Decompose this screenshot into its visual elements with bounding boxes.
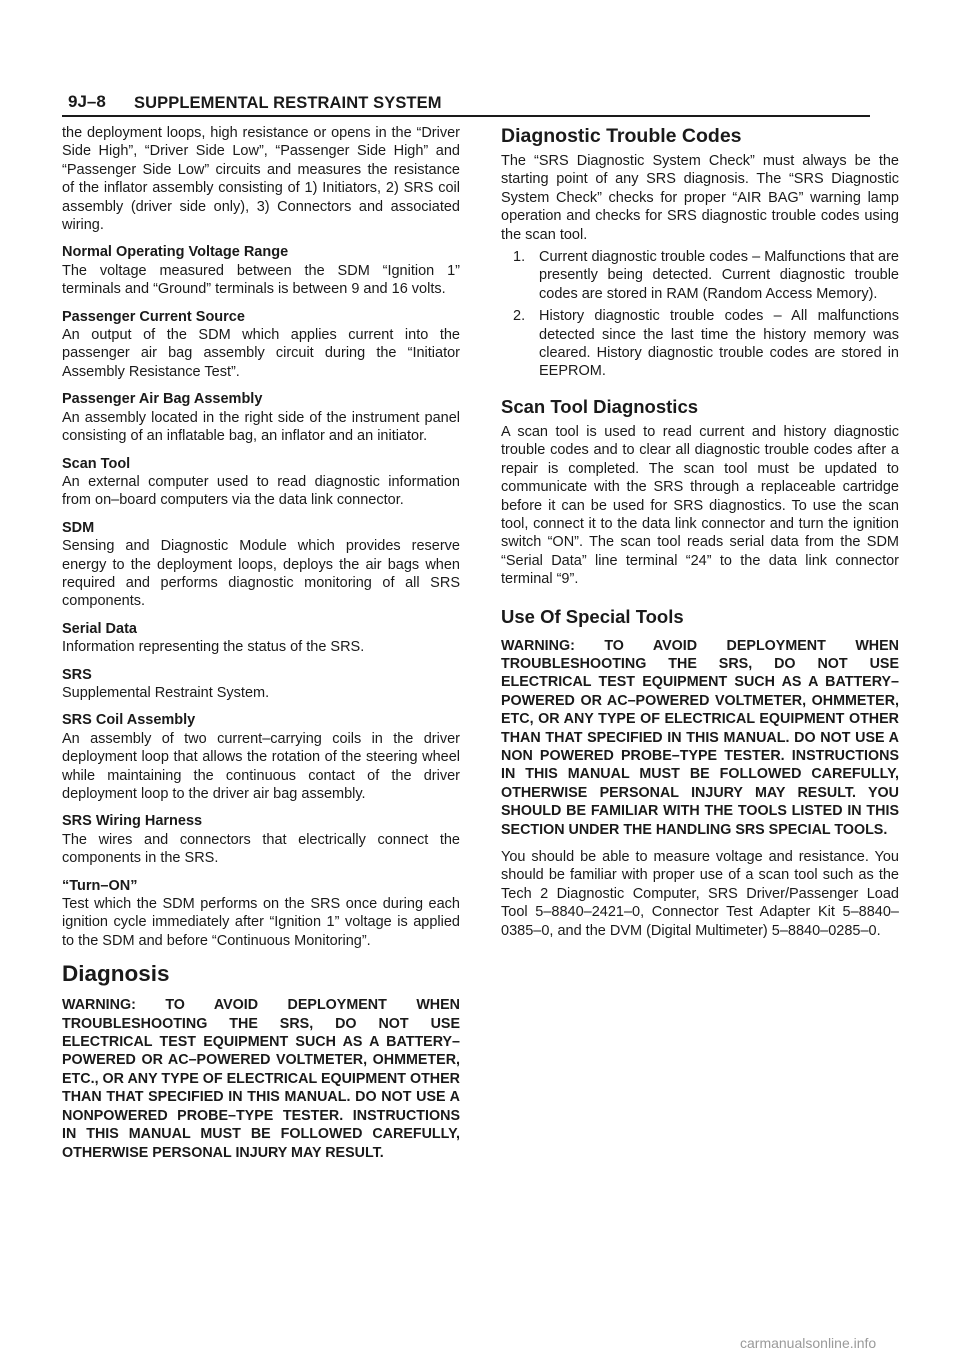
definition-body: An output of the SDM which applies current into the passenger air bag assembly circuit during the “Initiator Assembly Resistance Test”.	[62, 327, 460, 380]
diagnosis-warning: WARNING: TO AVOID DEPLOYMENT WHEN TROUBLESHOOTING THE SRS, DO NOT USE ELECTRICAL TEST EQUIPMENT SUCH AS A BATTERY–POWERED OR AC–POWERED VOLTMETER, OHMMETER, ETC., OR ANY TYPE OF ELECTRICAL EQUIPMENT OTHER THAN THAT SPECIFIED IN THIS MANUAL. DO NOT USE A NONPOWERED PROBE–TYPE TESTER. INSTRUCTIONS IN THIS MANUAL MUST BE FOLLOWED CAREFULLY, OTHERWISE PERSONAL INJURY MAY RESULT.	[62, 997, 460, 1161]
header-rule	[62, 115, 870, 117]
dtc-intro: The “SRS Diagnostic System Check” must always be the starting point of any SRS diagnosis. The “SRS Diagnostic System Check” checks for proper “AIR BAG” warning lamp operation and checks for SRS diagnostic trouble codes using the scan tool.	[501, 153, 899, 243]
definition-term: Passenger Air Bag Assembly	[62, 391, 263, 408]
definition	[62, 390, 460, 445]
definition	[62, 877, 460, 951]
list-number: 2.	[513, 308, 526, 325]
diagnosis-heading: Diagnosis	[62, 961, 170, 987]
definition-term: “Turn–ON”	[62, 877, 138, 894]
dtc-heading: Diagnostic Trouble Codes	[501, 125, 742, 147]
definition-term: Normal Operating Voltage Range	[62, 244, 289, 261]
special-tools-body: You should be able to measure voltage and resistance. You should be familiar with proper use of a scan tool such as the Tech 2 Diagnostic Computer, SRS Driver/Passenger Load Tool 5–8840–2421–0, Connector Test Adapter Kit 5–8840–0385–0, and the DVM (Digital Multimeter) 5–8840–0285–0.	[501, 849, 899, 939]
definition-body: Sensing and Diagnostic Module which provides reserve energy to the deployment loops, deploys the air bags when required and performs diagnostic monitoring of all SRS components.	[62, 538, 460, 610]
scan-tool-heading: Scan Tool Diagnostics	[501, 395, 699, 417]
definition	[62, 711, 460, 803]
special-tools-warning: WARNING: TO AVOID DEPLOYMENT WHEN TROUBLESHOOTING THE SRS, DO NOT USE ELECTRICAL TEST EQUIPMENT SUCH AS A BATTERY–POWERED OR AC–POWERED VOLTMETER, OHMMETER, ETC, OR ANY TYPE OF ELECTRICAL EQUIPMENT OTHER THAN THAT SPECIFIED IN THIS MANUAL. DO NOT USE A NON POWERED PROBE–TYPE TESTER. INSTRUCTIONS IN THIS MANUAL MUST BE FOLLOWED CAREFULLY, OTHERWISE PERSONAL INJURY MAY RESULT. YOU SHOULD BE FAMILIAR WITH THE TOOLS LISTED IN THIS SECTION UNDER THE HANDLING SRS SPECIAL TOOLS.	[501, 637, 899, 838]
right-column	[501, 124, 899, 940]
definition	[62, 812, 460, 867]
definition-body: Supplemental Restraint System.	[62, 684, 270, 701]
definition	[62, 519, 460, 611]
running-title: SUPPLEMENTAL RESTRAINT SYSTEM	[134, 94, 442, 112]
watermark: carmanualsonline.info	[740, 1335, 877, 1351]
definition-body: Information representing the status of the SRS.	[62, 639, 365, 656]
list-item	[501, 307, 899, 381]
list-text: History diagnostic trouble codes – All malfunctions detected since the last time the history memory was cleared. History diagnostic trouble codes are stored in EEPROM.	[539, 308, 899, 380]
list-number: 1.	[513, 249, 526, 266]
definition	[62, 308, 460, 382]
definition-term: SDM	[62, 519, 95, 536]
list-item	[501, 248, 899, 303]
definition-body: Test which the SDM performs on the SRS once during each ignition cycle immediately after “Ignition 1” voltage is applied to the SDM and before “Continuous Monitoring”.	[62, 896, 460, 949]
definition-term: SRS Wiring Harness	[62, 813, 203, 830]
definition	[62, 666, 460, 703]
definition-body: An assembly located in the right side of the instrument panel consisting of an inflatable bag, an inflator and an initiator.	[62, 409, 460, 445]
definition-body: The wires and connectors that electrically connect the components in the SRS.	[62, 831, 460, 867]
intro-paragraph: the deployment loops, high resistance or opens in the “Driver Side High”, “Driver Side Low”, “Passenger Side High” and “Passenger Side Low” circuits and measures the resistance of the inflator assembly consisting of 1) Initiators, 2) SRS coil assembly (driver side only), 3) Connectors and associated wiring.	[62, 125, 460, 234]
definition-term: Scan Tool	[62, 455, 131, 472]
page-header	[62, 88, 870, 116]
definition	[62, 243, 460, 298]
definition-body: An assembly of two current–carrying coils in the driver deployment loop that allows the rotation of the steering wheel while maintaining the continuous contact of the driver deployment loop to the driver air bag assembly.	[62, 730, 460, 802]
definition-term: SRS Coil Assembly	[62, 712, 196, 729]
definition-term: Serial Data	[62, 620, 137, 637]
definition	[62, 455, 460, 510]
definition-term: Passenger Current Source	[62, 308, 245, 325]
scan-tool-body: A scan tool is used to read current and history diagnostic trouble codes and to clear all diagnostic trouble codes after a repair is completed. The scan tool must be updated to communicate with the SRS through a replaceable cartridge before it can be used for SRS diagnostics. To use the scan tool, connect it to the data link connector and turn the ignition switch “ON”. The scan tool reads serial data from the SDM “Serial Data” line terminal “24” to the data link connector terminal “9”.	[501, 423, 899, 588]
list-text: Current diagnostic trouble codes – Malfunctions that are presently being detected. Current diagnostic trouble codes are stored in RAM (Random Access Memory).	[539, 249, 899, 302]
definition-body: An external computer used to read diagnostic information from on–board computers via the data link connector.	[62, 473, 460, 509]
definition-body: The voltage measured between the SDM “Ignition 1” terminals and “Ground” terminals is between 9 and 16 volts.	[62, 262, 460, 298]
definition-term: SRS	[62, 666, 92, 683]
definition	[62, 620, 460, 657]
page-number: 9J–8	[68, 92, 106, 111]
special-tools-heading: Use Of Special Tools	[501, 605, 684, 627]
left-column	[62, 124, 460, 1162]
dtc-list	[501, 248, 899, 381]
